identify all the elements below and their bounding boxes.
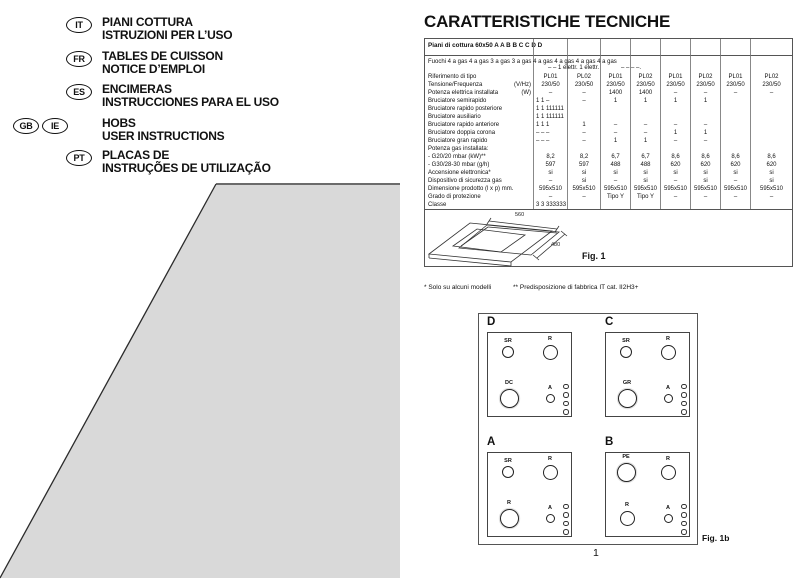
burner-circle-r <box>661 465 676 480</box>
spec-cell-r7-c3: – <box>630 129 660 137</box>
spec-cell-r6-c3: – <box>630 121 660 129</box>
language-badges <box>66 84 92 100</box>
spec-cell-r2-c4: – <box>660 89 690 97</box>
burner-circle-sr <box>502 466 514 478</box>
spec-cell-r8-c0: – – – <box>533 137 567 145</box>
spec-cell-r1-c1: 230/50 <box>567 81 600 89</box>
spec-row-label <box>425 129 533 137</box>
spec-cell-r15-c1: – <box>567 193 600 201</box>
spec-cell-r2-c0: – <box>533 89 567 97</box>
burner-label-r: R <box>625 502 629 508</box>
spec-cell-r15-c3: Tipo Y <box>630 193 660 201</box>
spec-cell-r3-c1: – <box>567 97 600 105</box>
fig1b-panel-box <box>478 313 698 545</box>
spec-cell-r4-c7 <box>750 105 792 113</box>
spec-cell-r8-c6 <box>720 137 750 145</box>
spec-cell-r1-c4: 230/50 <box>660 81 690 89</box>
spec-row-label-text: Bruciatore ausiliario <box>428 114 481 120</box>
fig1-area <box>425 209 792 266</box>
spec-cell-r4-c5 <box>690 105 720 113</box>
spec-cell-r16-c6 <box>720 201 750 209</box>
spec-row-label-text: Bruciatore rapido posteriore <box>428 106 503 112</box>
spec-cell-r15-c6: – <box>720 193 750 201</box>
language-row-it <box>0 16 420 50</box>
language-badges <box>66 150 92 166</box>
spec-header-cell <box>660 39 690 56</box>
spec-cell-r12-c0: si <box>533 169 567 177</box>
spec-row-unit: (V/Hz) <box>514 82 531 88</box>
burner-circle-sr <box>502 346 514 358</box>
spec-cell-r16-c4 <box>660 201 690 209</box>
language-badges <box>66 51 92 67</box>
burner-label-a: A <box>548 505 552 511</box>
spec-cell-r6-c7 <box>750 121 792 129</box>
footnote-2: ** Predisposizione di fabbrica IT cat. II2H3+ <box>513 284 639 291</box>
spec-cell-r2-c3: 1400 <box>630 89 660 97</box>
panel-letter: A <box>487 436 496 448</box>
burner-circle-r <box>661 345 676 360</box>
spec-cell-r1-c5: 230/50 <box>690 81 720 89</box>
spec-cell-r7-c7 <box>750 129 792 137</box>
spec-row-unit: (W) <box>521 90 531 96</box>
burner-label-r: R <box>666 336 670 342</box>
knob-dot <box>681 384 687 390</box>
spec-row-label <box>425 81 533 89</box>
spec-cell-r1-c7: 230/50 <box>750 81 792 89</box>
language-title <box>102 16 232 41</box>
spec-cell-r1-c3: 230/50 <box>630 81 660 89</box>
spec-cell-r6-c2: – <box>600 121 630 129</box>
burner-label-r: R <box>548 336 552 342</box>
spec-cell-r4-c1 <box>567 105 600 113</box>
spec-cell-r15-c0: – <box>533 193 567 201</box>
language-title <box>102 83 279 108</box>
burner-circle-a <box>664 394 673 403</box>
burner-circle-sr <box>620 346 632 358</box>
spec-cell-r15-c7: – <box>750 193 792 201</box>
burner-label-r: R <box>548 456 552 462</box>
spec-row-label-text: Riferimento di tipo <box>428 74 477 80</box>
language-badge-fr: FR <box>66 51 92 67</box>
spec-cell-r8-c5: – <box>690 137 720 145</box>
spec-row-label <box>425 185 533 193</box>
spec-row-label <box>425 137 533 145</box>
spec-cell-r2-c1: – <box>567 89 600 97</box>
spec-cell-r0-c7: PL02 <box>750 73 792 81</box>
spec-cell-r14-c6: 595x510 <box>720 185 750 193</box>
spec-cell-r6-c6 <box>720 121 750 129</box>
hob-layout-panel-a <box>487 436 573 537</box>
panel-letter: C <box>605 316 614 328</box>
language-title <box>102 117 224 142</box>
spec-cell-r0-c0: PL01 <box>533 73 567 81</box>
spec-row-label <box>425 113 533 121</box>
spec-row-label-text: Accensione elettronica* <box>428 170 491 176</box>
burner-circle-r <box>620 511 635 526</box>
burner-circle-a <box>546 394 555 403</box>
language-title <box>102 50 223 75</box>
spec-row-label-text: Bruciatore semirapido <box>428 98 487 104</box>
spec-cell-r5-c5 <box>690 113 720 121</box>
spec-row-label-text: Potenza elettrica installata <box>428 90 499 96</box>
spec-header-cell <box>533 39 567 56</box>
spec-row-label-text: Grado di protezione <box>428 194 481 200</box>
language-title-line: NOTICE D’EMPLOI <box>102 61 205 76</box>
spec-cell-r10-c3: 6,7 <box>630 153 660 161</box>
spec-cell-r2-c6: – <box>720 89 750 97</box>
spec-cell-r16-c5 <box>690 201 720 209</box>
knob-dot <box>563 512 569 518</box>
spec-cell-r13-c7: si <box>750 177 792 185</box>
burner-label-a: A <box>666 385 670 391</box>
spec-cell-r13-c6: – <box>720 177 750 185</box>
spec-cell-r13-c3: si <box>630 177 660 185</box>
panel-letter: D <box>487 316 496 328</box>
spec-cell-r9-c3 <box>630 145 660 153</box>
knob-dot <box>563 504 569 510</box>
burner-label-gr: GR <box>622 380 632 386</box>
knob-dot <box>563 521 569 527</box>
language-row-fr <box>0 50 420 84</box>
spec-cell-r4-c6 <box>720 105 750 113</box>
spec-cell-r14-c7: 595x510 <box>750 185 792 193</box>
knob-dot <box>563 384 569 390</box>
language-title-line: ISTRUZIONI PER L’USO <box>102 27 233 42</box>
panel-square <box>487 332 572 417</box>
language-badge-pt: PT <box>66 150 92 166</box>
burner-label-sr: SR <box>504 337 512 344</box>
fig1-caption: Fig. 1 <box>582 251 606 261</box>
spec-cell-r4-c4 <box>660 105 690 113</box>
spec-cell-r13-c5: si <box>690 177 720 185</box>
knob-dot <box>563 409 569 415</box>
knob-dot <box>681 529 687 535</box>
language-title <box>102 149 271 174</box>
spec-row-label <box>425 169 533 177</box>
spec-row-label <box>425 145 533 153</box>
spec-cell-r5-c7 <box>750 113 792 121</box>
spec-cell-r4-c0: 1 1 111111 <box>533 105 567 113</box>
language-title-line: ENCIMERAS <box>102 82 172 96</box>
burner-circle-gr <box>618 389 637 408</box>
spec-cell-r3-c7 <box>750 97 792 105</box>
spec-header-cell <box>600 39 630 56</box>
burner-label-dc: DC <box>505 380 513 386</box>
spec-cell-r13-c2: – <box>600 177 630 185</box>
burner-circle-r <box>543 465 558 480</box>
knob-dot <box>563 392 569 398</box>
spec-cell-r3-c3: 1 <box>630 97 660 105</box>
spec-cell-r15-c2: Tipo Y <box>600 193 630 201</box>
spec-cell-r12-c6: si <box>720 169 750 177</box>
spec-header-cell <box>720 39 750 56</box>
page-title: CARATTERISTICHE TECNICHE <box>424 12 671 31</box>
footnote-1: * Solo su alcuni modelli <box>424 284 492 291</box>
spec-cell-r6-c4: – <box>660 121 690 129</box>
spec-cell-r9-c7 <box>750 145 792 153</box>
spec-cell-r5-c1 <box>567 113 600 121</box>
dim-560-label: 560 <box>515 212 525 218</box>
spec-cell-r10-c2: 6,7 <box>600 153 630 161</box>
spec-cell-r8-c4: – <box>660 137 690 145</box>
spec-row-label-text: Bruciatore doppia corona <box>428 130 496 136</box>
knob-dot <box>681 504 687 510</box>
spec-row-label-text: Bruciatore gran rapido <box>428 138 488 144</box>
language-title-line: INSTRUÇÕES DE UTILIZAÇÃO <box>102 160 271 175</box>
spec-row-label-text: - G20/20 mbar (kW)** <box>428 154 486 160</box>
language-title-line: INSTRUCCIONES PARA EL USO <box>102 94 279 109</box>
language-title-line: TABLES DE CUISSON <box>102 49 223 63</box>
spec-row-label-text: Classe <box>428 202 447 208</box>
spec-cell-r3-c6 <box>720 97 750 105</box>
spec-cell-r10-c1: 8,2 <box>567 153 600 161</box>
spec-cell-r14-c3: 595x510 <box>630 185 660 193</box>
burner-label-sr: SR <box>504 457 512 464</box>
page-number: 1 <box>593 547 599 559</box>
spec-cell-r0-c3: PL02 <box>630 73 660 81</box>
spec-cell-r14-c5: 595x510 <box>690 185 720 193</box>
spec-cell-r16-c1 <box>567 201 600 209</box>
spec-cell-r16-c3 <box>630 201 660 209</box>
spec-cell-r3-c0: 1 1 – <box>533 97 567 105</box>
language-row-pt <box>0 149 420 183</box>
spec-header-cell <box>630 39 660 56</box>
burner-circle-r <box>543 345 558 360</box>
spec-cell-r9-c5 <box>690 145 720 153</box>
spec-cell-r0-c2: PL01 <box>600 73 630 81</box>
spec-cell-r3-c2: 1 <box>600 97 630 105</box>
spec-cell-r9-c1 <box>567 145 600 153</box>
burner-circle-r <box>500 509 519 528</box>
spec-cell-r9-c0 <box>533 145 567 153</box>
language-badge-es: ES <box>66 84 92 100</box>
spec-cell-r6-c0: 1 1 1 <box>533 121 567 129</box>
language-badge-ie: IE <box>42 118 68 134</box>
burner-circle-a <box>664 514 673 523</box>
spec-cell-r7-c0: – – – <box>533 129 567 137</box>
spec-cell-r12-c7: si <box>750 169 792 177</box>
knob-dot <box>681 401 687 407</box>
spec-row-label <box>425 177 533 185</box>
spec-row-label <box>425 201 533 209</box>
spec-cell-r15-c4: – <box>660 193 690 201</box>
spec-cell-r5-c3 <box>630 113 660 121</box>
spec-header-cell <box>567 39 600 56</box>
language-badges <box>66 17 92 33</box>
spec-cell-r12-c3: si <box>630 169 660 177</box>
language-badge-it: IT <box>66 17 92 33</box>
language-badges <box>13 118 68 134</box>
spec-cell-r0-c1: PL02 <box>567 73 600 81</box>
spec-cell-r9-c2 <box>600 145 630 153</box>
spec-cell-r2-c7: – <box>750 89 792 97</box>
spec-cell-r14-c0: 595x510 <box>533 185 567 193</box>
spec-cell-r6-c1: 1 <box>567 121 600 129</box>
spec-table <box>424 38 793 267</box>
language-title-line: HOBS <box>102 116 136 130</box>
spec-row-label-text: Dispositivo di sicurezza gas <box>428 178 502 184</box>
spec-cell-r1-c6: 230/50 <box>720 81 750 89</box>
fuochi-line1: Fuochi 4 a gas 4 a gas 3 a gas 3 a gas 4 a gas 4 a gas 4 a gas 4 a gas <box>428 59 617 65</box>
hob-dimension-drawing <box>425 210 792 267</box>
spec-table-grid <box>425 39 792 209</box>
knob-dot <box>681 512 687 518</box>
panel-letter: B <box>605 436 614 448</box>
dim-480-label: 480 <box>551 242 561 248</box>
spec-cell-r8-c1: – <box>567 137 600 145</box>
spec-cell-r7-c5: 1 <box>690 129 720 137</box>
language-title-line: USER INSTRUCTIONS <box>102 128 225 143</box>
spec-cell-r3-c4: 1 <box>660 97 690 105</box>
spec-row-label <box>425 97 533 105</box>
knob-dot <box>681 521 687 527</box>
spec-header-cell <box>750 39 792 56</box>
spec-cell-r16-c2 <box>600 201 630 209</box>
spec-cell-r7-c4: 1 <box>660 129 690 137</box>
language-badge-gb: GB <box>13 118 39 134</box>
hob-layout-panel-b <box>605 436 691 537</box>
spec-row-label <box>425 105 533 113</box>
burner-label-sr: SR <box>622 337 630 344</box>
spec-cell-r2-c2: 1400 <box>600 89 630 97</box>
spec-row-label <box>425 89 533 97</box>
spec-cell-r7-c1: – <box>567 129 600 137</box>
spec-cell-r1-c0: 230/50 <box>533 81 567 89</box>
spec-cell-r13-c4: – <box>660 177 690 185</box>
spec-cell-r14-c2: 595x510 <box>600 185 630 193</box>
burner-label-a: A <box>666 505 670 511</box>
burner-circle-dc <box>500 389 519 408</box>
spec-cell-r11-c4: 620 <box>660 161 690 169</box>
spec-cell-r2-c5: – <box>690 89 720 97</box>
spec-cell-r14-c4: 595x510 <box>660 185 690 193</box>
spec-row-label <box>425 73 533 81</box>
panel-square <box>605 452 690 537</box>
spec-cell-r10-c5: 8,6 <box>690 153 720 161</box>
spec-cell-r9-c6 <box>720 145 750 153</box>
spec-cell-r16-c7 <box>750 201 792 209</box>
spec-cell-r0-c4: PL01 <box>660 73 690 81</box>
spec-cell-r11-c5: 620 <box>690 161 720 169</box>
spec-cell-r7-c6 <box>720 129 750 137</box>
spec-row-label <box>425 121 533 129</box>
spec-cell-r0-c6: PL01 <box>720 73 750 81</box>
spec-header-label: Piani di cottura 60x50 A A B B C C D D <box>425 39 533 56</box>
knob-dot <box>681 409 687 415</box>
spec-cell-r10-c0: 8,2 <box>533 153 567 161</box>
spec-cell-r11-c7: 620 <box>750 161 792 169</box>
spec-cell-r15-c5: – <box>690 193 720 201</box>
panel-square <box>605 332 690 417</box>
spec-cell-r0-c5: PL02 <box>690 73 720 81</box>
spec-row-label <box>425 153 533 161</box>
spec-cell-r10-c7: 8,6 <box>750 153 792 161</box>
spec-cell-r5-c6 <box>720 113 750 121</box>
fuochi-line2b: – – – –. <box>621 65 642 71</box>
panel-square <box>487 452 572 537</box>
fuochi-line2a: – – 1 elettr. 1 elettr. <box>548 65 600 71</box>
spec-cell-r11-c2: 488 <box>600 161 630 169</box>
language-row-gb-ie <box>0 117 420 151</box>
burner-circle-pe <box>617 463 636 482</box>
knob-dot <box>563 529 569 535</box>
spec-cell-r11-c1: 597 <box>567 161 600 169</box>
burner-circle-a <box>546 514 555 523</box>
spec-cell-r1-c2: 230/50 <box>600 81 630 89</box>
fig1b-caption: Fig. 1b <box>702 533 730 543</box>
knob-dot <box>681 392 687 398</box>
spec-cell-r12-c4: si <box>660 169 690 177</box>
spec-cell-r5-c0: 1 1 111111 <box>533 113 567 121</box>
spec-cell-r12-c5: si <box>690 169 720 177</box>
fuochi-row-overlay <box>425 56 792 73</box>
spec-cell-r13-c0: – <box>533 177 567 185</box>
spec-cell-r12-c2: si <box>600 169 630 177</box>
spec-cell-r7-c2: – <box>600 129 630 137</box>
spec-cell-r16-c0: 3 3 333333 <box>533 201 567 209</box>
burner-label-r: R <box>507 500 511 506</box>
spec-cell-r4-c2 <box>600 105 630 113</box>
spec-cell-r3-c5: 1 <box>690 97 720 105</box>
spec-cell-r10-c4: 8,6 <box>660 153 690 161</box>
spec-row-label-text: - G30/28-30 mbar (g/h) <box>428 162 490 168</box>
hob-layout-panel-d <box>487 316 573 417</box>
spec-cell-r13-c1: si <box>567 177 600 185</box>
spec-cell-r12-c1: si <box>567 169 600 177</box>
language-title-line: PIANI COTTURA <box>102 15 193 29</box>
spec-cell-r8-c3: 1 <box>630 137 660 145</box>
spec-row-label <box>425 161 533 169</box>
spec-cell-r11-c0: 597 <box>533 161 567 169</box>
spec-cell-r9-c4 <box>660 145 690 153</box>
spec-cell-r14-c1: 595x510 <box>567 185 600 193</box>
burner-label-a: A <box>548 385 552 391</box>
burner-label-r: R <box>666 456 670 462</box>
spec-row-label-text: Potenza gas installata: <box>428 146 489 152</box>
spec-row-label-text: Dimensione prodotto (l x p) mm. <box>428 186 514 192</box>
spec-cell-r5-c4 <box>660 113 690 121</box>
spec-cell-r11-c3: 488 <box>630 161 660 169</box>
spec-row-label-text: Bruciatore rapido anteriore <box>428 122 500 128</box>
spec-cell-r4-c3 <box>630 105 660 113</box>
spec-cell-r8-c2: 1 <box>600 137 630 145</box>
spec-cell-r5-c2 <box>600 113 630 121</box>
burner-label-pe: PE <box>622 454 630 460</box>
spec-row-label-text: Tensione/Frequenza <box>428 82 483 88</box>
spec-header-cell <box>690 39 720 56</box>
spec-cell-r11-c6: 620 <box>720 161 750 169</box>
knob-dot <box>563 401 569 407</box>
spec-cell-r10-c6: 8,6 <box>720 153 750 161</box>
spec-cell-r8-c7 <box>750 137 792 145</box>
language-title-line: PLACAS DE <box>102 148 170 162</box>
spec-cell-r6-c5: – <box>690 121 720 129</box>
language-row-es <box>0 83 420 117</box>
hob-layout-panel-c <box>605 316 691 417</box>
spec-row-label <box>425 193 533 201</box>
